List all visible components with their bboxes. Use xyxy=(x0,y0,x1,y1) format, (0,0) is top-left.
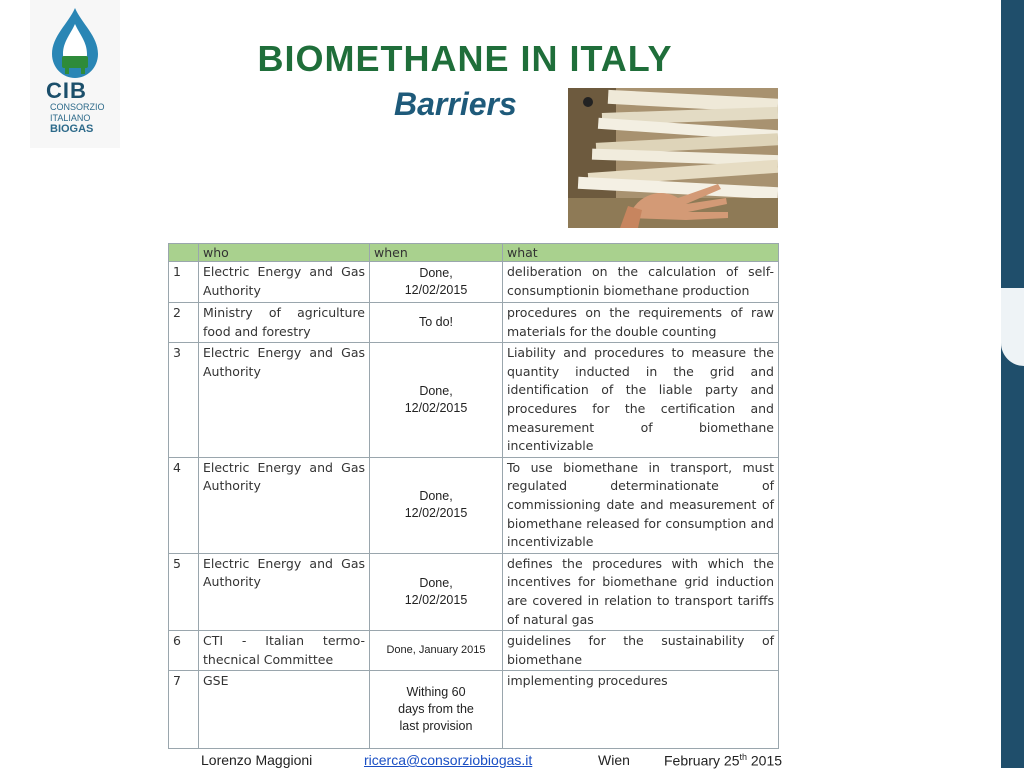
side-accent-bar xyxy=(1001,0,1024,768)
biogas-drop-icon xyxy=(30,0,120,80)
paperwork-photo xyxy=(568,88,778,228)
row-number: 5 xyxy=(169,553,199,630)
logo-subtext: CONSORZIO ITALIANO BIOGAS xyxy=(50,102,105,135)
table-row xyxy=(169,631,779,671)
row-number: 6 xyxy=(169,631,199,671)
row-who: Electric Energy and Gas Authority xyxy=(199,457,370,553)
row-when: Withing 60 days from the last provision xyxy=(370,671,503,749)
row-what: defines the procedures with which the incentives for biomethane grid induction are covered in relation to transport tariffs of natural gas xyxy=(503,553,779,630)
row-number: 1 xyxy=(169,262,199,303)
row-what: guidelines for the sustainability of biomethane xyxy=(503,631,779,671)
col-header-number xyxy=(169,244,199,262)
table-row xyxy=(169,553,779,630)
table-header-row xyxy=(169,244,779,262)
row-who: Ministry of agriculture food and forestry xyxy=(199,303,370,343)
row-who: GSE xyxy=(199,671,370,749)
row-number: 2 xyxy=(169,303,199,343)
logo-text: CIB xyxy=(46,78,87,103)
page-title: BIOMETHANE IN ITALY xyxy=(257,38,673,79)
row-what: procedures on the requirements of raw materials for the double counting xyxy=(503,303,779,343)
table-row xyxy=(169,457,779,553)
side-accent-notch xyxy=(1001,288,1024,366)
email-link[interactable]: ricerca@consorziobiogas.it xyxy=(364,752,533,768)
row-when: Done, 12/02/2015 xyxy=(370,262,503,303)
row-when: To do! xyxy=(370,303,503,343)
col-header-when: when xyxy=(370,244,503,262)
row-who: CTI - Italian termo-thecnical Committee xyxy=(199,631,370,671)
row-number: 4 xyxy=(169,457,199,553)
page-subtitle: Barriers xyxy=(394,86,517,122)
row-number: 7 xyxy=(169,671,199,749)
col-header-what: what xyxy=(503,244,779,262)
row-who: Electric Energy and Gas Authority xyxy=(199,343,370,458)
table-row xyxy=(169,262,779,303)
footer-author: Lorenzo Maggioni xyxy=(201,752,313,768)
table-row xyxy=(169,303,779,343)
table-row xyxy=(169,671,779,749)
table-row xyxy=(169,343,779,458)
footer-email[interactable] xyxy=(364,752,532,768)
col-header-who: who xyxy=(199,244,370,262)
footer-city: Wien xyxy=(598,752,630,768)
row-what: Liability and procedures to measure the quantity inducted in the grid and identification of the liable party and procedures for the certification and measurement of biomethane incentivizable xyxy=(503,343,779,458)
row-when: Done, 12/02/2015 xyxy=(370,457,503,553)
row-when: Done, 12/02/2015 xyxy=(370,343,503,458)
footer-date: February 25th 2015 xyxy=(664,752,783,769)
row-number: 3 xyxy=(169,343,199,458)
row-what: deliberation on the calculation of self-consumptionin biomethane production xyxy=(503,262,779,303)
barriers-table xyxy=(168,243,779,749)
row-who: Electric Energy and Gas Authority xyxy=(199,262,370,303)
row-what: To use biomethane in transport, must regulated determinationate of commissioning date and measurement of biomethane released for consumption and incentivizable xyxy=(503,457,779,553)
row-who: Electric Energy and Gas Authority xyxy=(199,553,370,630)
row-when: Done, 12/02/2015 xyxy=(370,553,503,630)
row-when: Done, January 2015 xyxy=(370,631,503,671)
row-what: implementing procedures xyxy=(503,671,779,749)
cib-logo xyxy=(30,0,120,148)
